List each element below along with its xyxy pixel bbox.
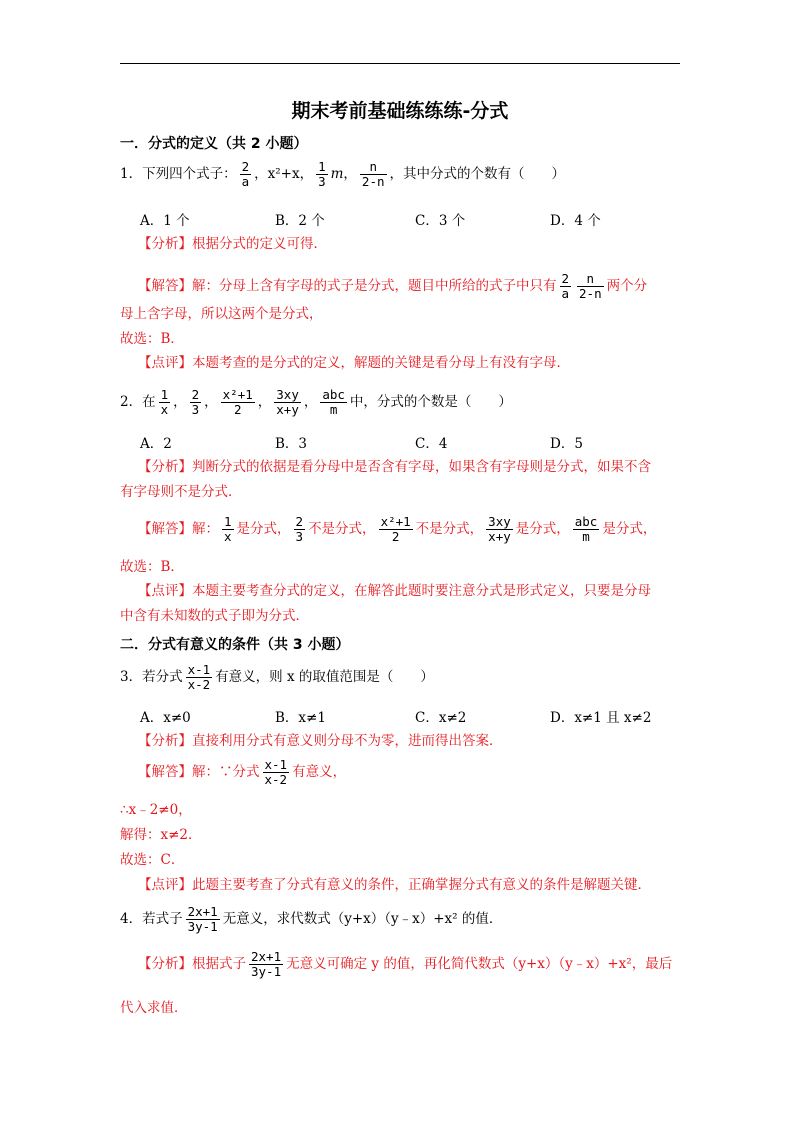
q1-option-b: B．2 个 [275, 213, 325, 229]
q2-answer: 【解答】解： $\frac{1}{x}$ 是分式， $\frac{2}{3}$ 不是分式， $\frac{\text{x²+1}}{2}$ 不是分式， $\frac{3xy}{x+y}$ 是分式， $\frac{\text{abc}}{m}$ 是分式， [138, 514, 657, 544]
q1-choice: 故选：B． [120, 331, 184, 347]
q1-stem: 1．下列四个式子： $\frac{2}{a}$ ，x²+x， $\frac{1}{3}$ m， $\frac{n}{2-n}$ ，其中分式的个数有（ ） [120, 159, 565, 189]
q2-frac-5: $\frac{\text{abc}}{m}$ [322, 387, 345, 417]
q3-step2: 解得：x≠2． [120, 827, 202, 843]
q2-option-a: A．2 [140, 436, 172, 452]
q4-analysis-line2: 代入求值． [120, 1000, 188, 1016]
q1-answer: 【解答】解：分母上含有字母的式子是分式，题目中所给的式子中只有 $\frac{2}{a}$ $\frac{n}{2-n}$ 两个分 [138, 271, 648, 301]
q2-frac-2: $\frac{2}{3}$ [191, 387, 200, 417]
q1-frac-3: $\frac{n}{2-n}$ [361, 159, 385, 189]
q4-frac: $\frac{2x+1}{3y-1}$ [187, 904, 218, 934]
q3-option-a: A．x≠0 [140, 710, 191, 726]
q3-answer: 【解答】解：∵分式 $\frac{x-1}{x-2}$ 有意义， [138, 757, 347, 787]
q3-choice: 故选：C． [120, 852, 185, 868]
q1-frac-2: $\frac{1}{3}$ [318, 159, 326, 189]
q1-answer-line2: 母上含字母，所以这两个是分式， [120, 306, 323, 322]
q1-suffix: ，其中分式的个数有（ ） [389, 166, 565, 182]
q2-answer-frac-5: $\frac{\text{abc}}{m}$ [574, 514, 598, 544]
page-title: 期末考前基础练练练-分式 [291, 100, 509, 122]
section-heading-2: 二．分式有意义的条件（共 3 小题） [120, 637, 350, 653]
q2-option-c: C．4 [415, 436, 448, 452]
q2-analysis-line2: 有字母则不是分式． [120, 484, 242, 500]
q3-option-b: B．x≠1 [275, 710, 326, 726]
q1-m: m [330, 166, 344, 182]
q1-option-d: D．4 个 [550, 213, 601, 229]
section-heading-1: 一．分式的定义（共 2 小题） [120, 136, 308, 152]
q2-frac-1: $\frac{1}{x}$ [160, 387, 169, 417]
q3-frac: $\frac{x-1}{x-2}$ [187, 662, 211, 692]
q2-option-b: B．3 [275, 436, 308, 452]
q2-comment-line2: 中含有未知数的式子即为分式． [120, 608, 309, 624]
q3-comment: 【点评】此题主要考查了分式有意义的条件，正确掌握分式有意义的条件是解题关键． [138, 877, 651, 893]
q1-analysis: 【分析】根据分式的定义可得． [138, 236, 327, 252]
q2-analysis: 【分析】判断分式的依据是看分母中是否含有字母，如果含有字母则是分式，如果不含 [138, 459, 651, 475]
q1-comment: 【点评】本题考查的是分式的定义，解题的关键是看分母上有没有字母． [138, 355, 570, 371]
q1-option-a: A．1 个 [140, 213, 190, 229]
q3-stem: 3．若分式 $\frac{x-1}{x-2}$ 有意义，则 x 的取值范围是（ ） [120, 662, 434, 692]
q2-answer-frac-4: $\frac{3xy}{x+y}$ [488, 514, 511, 544]
q2-answer-frac-3: $\frac{\text{x²+1}}{2}$ [380, 514, 411, 544]
q3-option-d: D．x≠1 且 x≠2 [550, 710, 652, 726]
q4-analysis-frac: $\frac{2x+1}{3y-1}$ [251, 949, 282, 979]
q1-frac-1: $\frac{2}{a}$ [241, 159, 250, 189]
q2-option-d: D．5 [550, 436, 583, 452]
q3-option-c: C．x≠2 [415, 710, 467, 726]
q3-analysis: 【分析】直接利用分式有意义则分母不为零，进而得出答案． [138, 733, 503, 749]
q2-choice: 故选：B． [120, 559, 184, 575]
q1-answer-frac-1: $\frac{2}{a}$ [561, 271, 570, 301]
q3-step1: ∴x﹣2≠0， [120, 802, 192, 818]
q2-answer-frac-1: $\frac{1}{x}$ [224, 514, 232, 544]
q2-stem: 2．在 $\frac{1}{x}$ ， $\frac{2}{3}$ ， $\frac{\text{x²+1}}{2}$ ， $\frac{3xy}{x+y}$ ， $\frac{\text{abc}}{m}$ 中，分式的个数是（ ） [120, 387, 512, 417]
q4-analysis: 【分析】根据式子 $\frac{2x+1}{3y-1}$ 无意义可确定 y 的值，再化简代数式（y+x）（y﹣x）+x²，最后 [138, 949, 673, 979]
q2-comment: 【点评】本题主要考查分式的定义，在解答此题时要注意分式是形式定义，只要是分母 [138, 583, 651, 599]
header-rule [120, 63, 680, 64]
q4-stem: 4．若式子 $\frac{2x+1}{3y-1}$ 无意义，求代数式（y+x）（y﹣x）+x² 的值． [120, 904, 503, 934]
q2-frac-3: $\frac{\text{x²+1}}{2}$ [222, 387, 253, 417]
q1-option-c: C．3 个 [415, 213, 466, 229]
q1-mid: ，x²+x， [254, 166, 314, 182]
q3-answer-frac: $\frac{x-1}{x-2}$ [264, 757, 288, 787]
q1-answer-frac-2: $\frac{n}{2-n}$ [579, 271, 602, 301]
q1-prefix: 1．下列四个式子： [120, 166, 237, 182]
q2-frac-4: $\frac{3xy}{x+y}$ [276, 387, 299, 417]
q2-answer-frac-2: $\frac{2}{3}$ [295, 514, 304, 544]
